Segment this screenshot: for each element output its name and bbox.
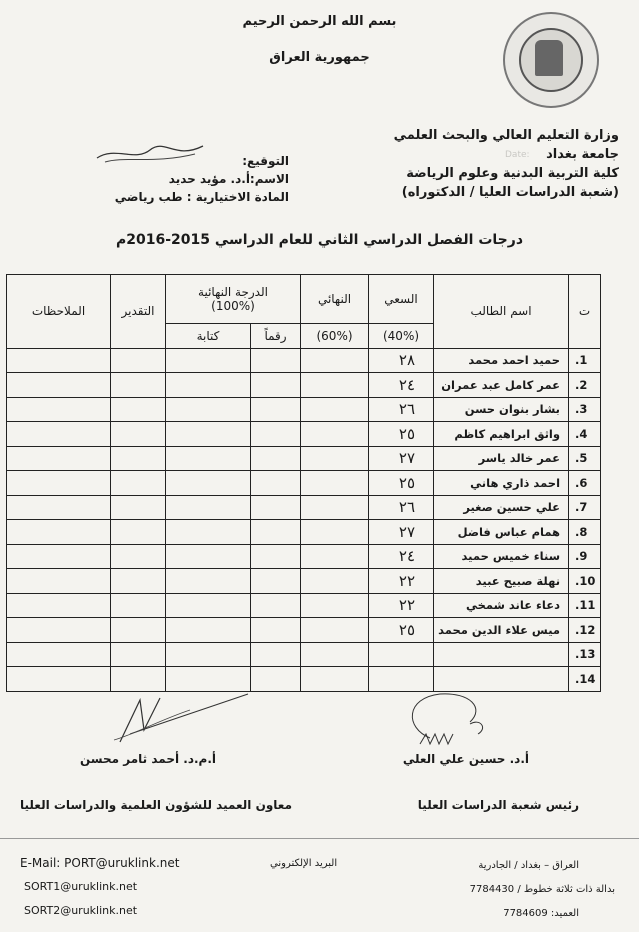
row-number: 6. bbox=[569, 471, 601, 496]
logo-emblem bbox=[535, 40, 563, 76]
notes-cell bbox=[7, 422, 111, 447]
footer-divider bbox=[0, 838, 639, 839]
grade-cell bbox=[111, 471, 166, 496]
notes-cell bbox=[7, 520, 111, 545]
grade-cell bbox=[111, 667, 166, 692]
header-effort bbox=[369, 275, 434, 324]
total-numeric bbox=[251, 667, 301, 692]
final-score bbox=[301, 618, 369, 643]
student-name: دعاء عاند شمخي bbox=[434, 593, 569, 618]
table-row bbox=[7, 569, 601, 594]
notes-cell bbox=[7, 471, 111, 496]
notes-cell bbox=[7, 373, 111, 398]
final-score bbox=[301, 520, 369, 545]
student-name: بشار بنوان حسن bbox=[434, 397, 569, 422]
total-numeric bbox=[251, 471, 301, 496]
head-signature bbox=[400, 688, 490, 750]
total-numeric bbox=[251, 642, 301, 667]
head-name: أ.د. حسين علي العلي bbox=[402, 752, 529, 766]
table-body bbox=[7, 348, 601, 691]
total-numeric bbox=[251, 569, 301, 594]
total-written bbox=[166, 618, 251, 643]
total-written bbox=[166, 520, 251, 545]
effort-score: ٢٤ bbox=[369, 544, 434, 569]
row-number: 4. bbox=[569, 422, 601, 447]
grade-cell bbox=[111, 495, 166, 520]
total-written bbox=[166, 348, 251, 373]
email-label: البريد الإلكتروني bbox=[270, 858, 338, 869]
university-name: جامعة بغداد bbox=[546, 147, 619, 162]
assistant-dean-name: أ.م.د. أحمد ثامر محسن bbox=[80, 752, 217, 766]
table-row bbox=[7, 397, 601, 422]
notes-cell bbox=[7, 544, 111, 569]
total-written bbox=[166, 544, 251, 569]
student-name bbox=[434, 642, 569, 667]
final-score bbox=[301, 348, 369, 373]
ministry-name: وزارة التعليم العالي والبحث العلمي bbox=[393, 128, 619, 143]
student-name: واثق ابراهيم كاظم bbox=[434, 422, 569, 447]
header-final-label: النهائي bbox=[317, 292, 352, 306]
effort-score: ٢٢ bbox=[369, 569, 434, 594]
row-number: 8. bbox=[569, 520, 601, 545]
table-row bbox=[7, 446, 601, 471]
row-number: 10. bbox=[569, 569, 601, 594]
final-score bbox=[301, 446, 369, 471]
total-written bbox=[166, 397, 251, 422]
grade-cell bbox=[111, 642, 166, 667]
head-role: رئيس شعبة الدراسات العليا bbox=[417, 798, 579, 812]
header-final bbox=[301, 275, 369, 324]
background-fragment: Date: bbox=[505, 150, 530, 160]
effort-score: ٢٥ bbox=[369, 422, 434, 447]
total-numeric bbox=[251, 348, 301, 373]
grade-cell bbox=[111, 348, 166, 373]
grade-cell bbox=[111, 569, 166, 594]
grade-cell bbox=[111, 618, 166, 643]
student-name: همام عباس فاضل bbox=[434, 520, 569, 545]
notes-cell bbox=[7, 348, 111, 373]
final-score bbox=[301, 471, 369, 496]
table-row bbox=[7, 544, 601, 569]
effort-score: ٢٦ bbox=[369, 397, 434, 422]
header-total-pct: (100%) bbox=[211, 299, 255, 313]
total-written bbox=[166, 471, 251, 496]
header-final-pct: (60%) bbox=[301, 324, 369, 349]
total-written bbox=[166, 495, 251, 520]
dean-phone: العميد: 7784609 bbox=[503, 908, 579, 919]
total-written bbox=[166, 373, 251, 398]
header-total-label: الدرجة النهائية bbox=[198, 285, 268, 299]
total-numeric bbox=[251, 422, 301, 447]
email-primary: E-Mail: PORT@uruklink.net bbox=[20, 856, 180, 870]
effort-score: ٢٦ bbox=[369, 495, 434, 520]
student-name: ميس علاء الدين محمد bbox=[434, 618, 569, 643]
final-score bbox=[301, 373, 369, 398]
grade-cell bbox=[111, 520, 166, 545]
table-row bbox=[7, 642, 601, 667]
notes-cell bbox=[7, 446, 111, 471]
notes-cell bbox=[7, 618, 111, 643]
grade-cell bbox=[111, 544, 166, 569]
document-title: درجات الفصل الدراسي الثاني للعام الدراسي 2015-2016م bbox=[115, 232, 524, 248]
header-written: كتابة bbox=[166, 324, 251, 349]
email-secondary: SORT1@uruklink.net bbox=[24, 880, 138, 893]
grade-cell bbox=[111, 397, 166, 422]
student-name: احمد ذاري هاني bbox=[434, 471, 569, 496]
final-score bbox=[301, 544, 369, 569]
row-number: 12. bbox=[569, 618, 601, 643]
effort-score: ٢٥ bbox=[369, 471, 434, 496]
total-numeric bbox=[251, 495, 301, 520]
final-score bbox=[301, 667, 369, 692]
address: العراق – بغداد / الجادرية bbox=[478, 860, 579, 871]
department-name: (شعبة الدراسات العليا / الدكتوراه) bbox=[401, 185, 619, 200]
total-written bbox=[166, 667, 251, 692]
table-row bbox=[7, 667, 601, 692]
total-written bbox=[166, 642, 251, 667]
grade-cell bbox=[111, 422, 166, 447]
table-row bbox=[7, 373, 601, 398]
final-score bbox=[301, 569, 369, 594]
row-number: 9. bbox=[569, 544, 601, 569]
university-logo bbox=[503, 12, 599, 108]
total-written bbox=[166, 569, 251, 594]
effort-score: ٢٢ bbox=[369, 593, 434, 618]
row-number: 11. bbox=[569, 593, 601, 618]
table-row bbox=[7, 618, 601, 643]
total-numeric bbox=[251, 373, 301, 398]
final-score bbox=[301, 642, 369, 667]
final-score bbox=[301, 422, 369, 447]
institution-block bbox=[359, 126, 619, 202]
total-numeric bbox=[251, 544, 301, 569]
student-name: عمر خالد ياسر bbox=[434, 446, 569, 471]
header-numeric: رقماً bbox=[251, 324, 301, 349]
notes-cell bbox=[7, 397, 111, 422]
email-tertiary: SORT2@uruklink.net bbox=[24, 904, 138, 917]
effort-score: ٢٨ bbox=[369, 348, 434, 373]
student-name: علي حسين صغير bbox=[434, 495, 569, 520]
header-notes: الملاحظات bbox=[7, 275, 111, 349]
subject-line: المادة الاختيارية : طب رياضي bbox=[114, 190, 289, 204]
notes-cell bbox=[7, 642, 111, 667]
effort-score bbox=[369, 642, 434, 667]
row-number: 2. bbox=[569, 373, 601, 398]
instructor-name: الاسم:أ.د. مؤيد حديد bbox=[168, 172, 289, 186]
table-row bbox=[7, 520, 601, 545]
student-name: نهلة صبيح عبيد bbox=[434, 569, 569, 594]
student-name: عمر كامل عبد عمران bbox=[434, 373, 569, 398]
instructor-signature bbox=[95, 140, 205, 166]
republic-title: جمهورية العراق bbox=[269, 50, 370, 65]
signature-label: التوقيع: bbox=[242, 154, 289, 168]
row-number: 1. bbox=[569, 348, 601, 373]
header-total bbox=[166, 275, 301, 324]
header-name: اسم الطالب bbox=[434, 275, 569, 349]
effort-score: ٢٤ bbox=[369, 373, 434, 398]
bismillah: بسم الله الرحمن الرحيم bbox=[242, 14, 397, 29]
grade-cell bbox=[111, 373, 166, 398]
header-effort-label: السعي bbox=[384, 292, 418, 306]
college-name: كلية التربية البدنية وعلوم الرياضة bbox=[406, 166, 619, 181]
notes-cell bbox=[7, 667, 111, 692]
table-row bbox=[7, 348, 601, 373]
effort-score: ٢٧ bbox=[369, 446, 434, 471]
total-numeric bbox=[251, 593, 301, 618]
total-numeric bbox=[251, 397, 301, 422]
row-number: 7. bbox=[569, 495, 601, 520]
student-name: سناء خميس حميد bbox=[434, 544, 569, 569]
total-written bbox=[166, 446, 251, 471]
grades-table bbox=[6, 274, 601, 692]
total-numeric bbox=[251, 446, 301, 471]
notes-cell bbox=[7, 593, 111, 618]
row-number: 3. bbox=[569, 397, 601, 422]
notes-cell bbox=[7, 495, 111, 520]
header-num: ت bbox=[569, 275, 601, 349]
total-numeric bbox=[251, 520, 301, 545]
final-score bbox=[301, 495, 369, 520]
assistant-dean-signature bbox=[100, 690, 250, 750]
student-name: حميد احمد محمد bbox=[434, 348, 569, 373]
phone-line: بدالة ذات ثلاثة خطوط / 7784430 bbox=[469, 884, 615, 895]
row-number: 14. bbox=[569, 667, 601, 692]
effort-score: ٢٧ bbox=[369, 520, 434, 545]
header-effort-pct: (40%) bbox=[369, 324, 434, 349]
grade-cell bbox=[111, 446, 166, 471]
table-row bbox=[7, 495, 601, 520]
row-number: 13. bbox=[569, 642, 601, 667]
header-grade: التقدير bbox=[111, 275, 166, 349]
notes-cell bbox=[7, 569, 111, 594]
row-number: 5. bbox=[569, 446, 601, 471]
table-row bbox=[7, 593, 601, 618]
total-numeric bbox=[251, 618, 301, 643]
total-written bbox=[166, 593, 251, 618]
table-row bbox=[7, 422, 601, 447]
final-score bbox=[301, 593, 369, 618]
assistant-dean-role: معاون العميد للشؤون العلمية والدراسات العليا bbox=[20, 798, 293, 812]
grade-cell bbox=[111, 593, 166, 618]
final-score bbox=[301, 397, 369, 422]
table-row bbox=[7, 471, 601, 496]
total-written bbox=[166, 422, 251, 447]
effort-score: ٢٥ bbox=[369, 618, 434, 643]
